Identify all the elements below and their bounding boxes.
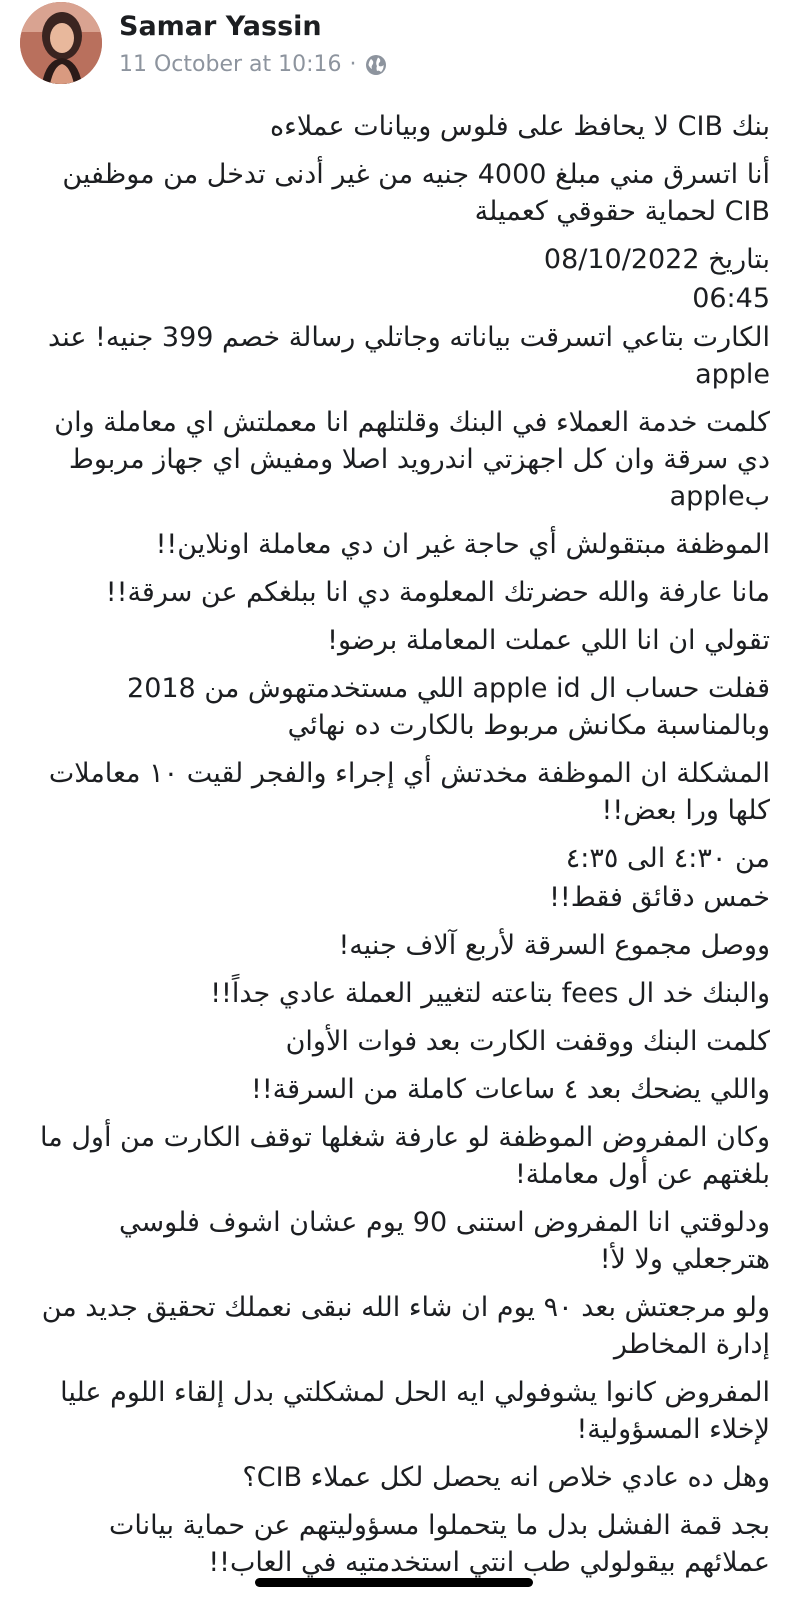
post-meta: [119, 52, 387, 77]
paragraph: 06:45: [692, 283, 770, 314]
avatar[interactable]: [20, 2, 102, 84]
paragraph: مانا عارفة والله حضرتك المعلومة دي انا ببلغكم عن سرقة!!: [105, 577, 770, 608]
paragraph: بجد قمة الفشل بدل ما يتحملوا مسؤوليتهم عن حماية بيانات عملائهم بيقولولي طب انتي استخدمتيه في العاب!!: [108, 1510, 770, 1578]
paragraph: ووصل مجموع السرقة لأربع آلاف جنيه!: [338, 930, 770, 961]
paragraph: والبنك خد ال fees بتاعته لتغيير العملة عادي جداً!!: [210, 978, 770, 1009]
paragraph: من ٤:٣٠ الى ٤:٣٥: [565, 843, 770, 874]
paragraph: واللي يضحك بعد ٤ ساعات كاملة من السرقة!!: [251, 1074, 770, 1105]
paragraph: المشكلة ان الموظفة مخدتش أي إجراء والفجر لقيت ١٠ معاملات كلها ورا بعض!!: [48, 758, 770, 826]
paragraph: ودلوقتي انا المفروض استنى 90 يوم عشان اشوف فلوسي هترجعلي ولا لأ!: [119, 1207, 770, 1275]
paragraph: بتاريخ 08/10/2022: [543, 244, 770, 275]
avatar-photo: [20, 2, 102, 84]
paragraph: المفروض كانوا يشوفولي ايه الحل لمشكلتي بدل إلقاء اللوم عليا لإخلاء المسؤولية!: [60, 1377, 770, 1445]
paragraph: وهل ده عادي خلاص انه يحصل لكل عملاء CIB؟: [242, 1462, 770, 1493]
post-timestamp[interactable]: 11 October at 10:16: [119, 52, 342, 77]
paragraph: قفلت حساب ال apple id اللي مستخدمتهوش من 2018 وبالمناسبة مكانش مربوط بالكارت ده نهائي: [127, 673, 770, 741]
globe-icon[interactable]: [365, 54, 387, 76]
paragraph: الموظفة مبتقولش أي حاجة غير ان دي معاملة اونلاين!!: [155, 529, 770, 560]
paragraph: أنا اتسرق مني مبلغ 4000 جنيه من غير أدنى تدخل من موظفين CIB لحماية حقوقي كعميلة: [62, 159, 770, 227]
meta-separator: ·: [349, 52, 357, 77]
paragraph: كلمت خدمة العملاء في البنك وقلتلهم انا معملتش اي معاملة وان دي سرقة وان كل اجهزتي اندرويد اصلا ومفيش اي جهاز مربوط بapple: [54, 407, 770, 512]
post-header: [20, 2, 784, 84]
author-name[interactable]: Samar Yassin: [119, 11, 322, 42]
paragraph: بنك CIB لا يحافظ على فلوس وبيانات عملاءه: [269, 111, 770, 142]
paragraph: الكارت بتاعي اتسرقت بياناته وجاتلي رسالة خصم 399 جنيه! عند apple: [48, 322, 770, 390]
paragraph: وكان المفروض الموظفة لو عارفة شغلها توقف الكارت من أول ما بلغتهم عن أول معاملة!: [40, 1122, 770, 1190]
paragraph: تقولي ان انا اللي عملت المعاملة برضو!: [327, 625, 770, 656]
paragraph: خمس دقائق فقط!!: [549, 882, 770, 913]
paragraph: كلمت البنك ووقفت الكارت بعد فوات الأوان: [285, 1026, 770, 1057]
home-indicator[interactable]: [255, 1578, 533, 1587]
post-body: [22, 108, 770, 1592]
paragraph: ولو مرجعتش بعد ٩٠ يوم ان شاء الله نبقى نعملك تحقيق جديد من إدارة المخاطر: [41, 1292, 770, 1360]
